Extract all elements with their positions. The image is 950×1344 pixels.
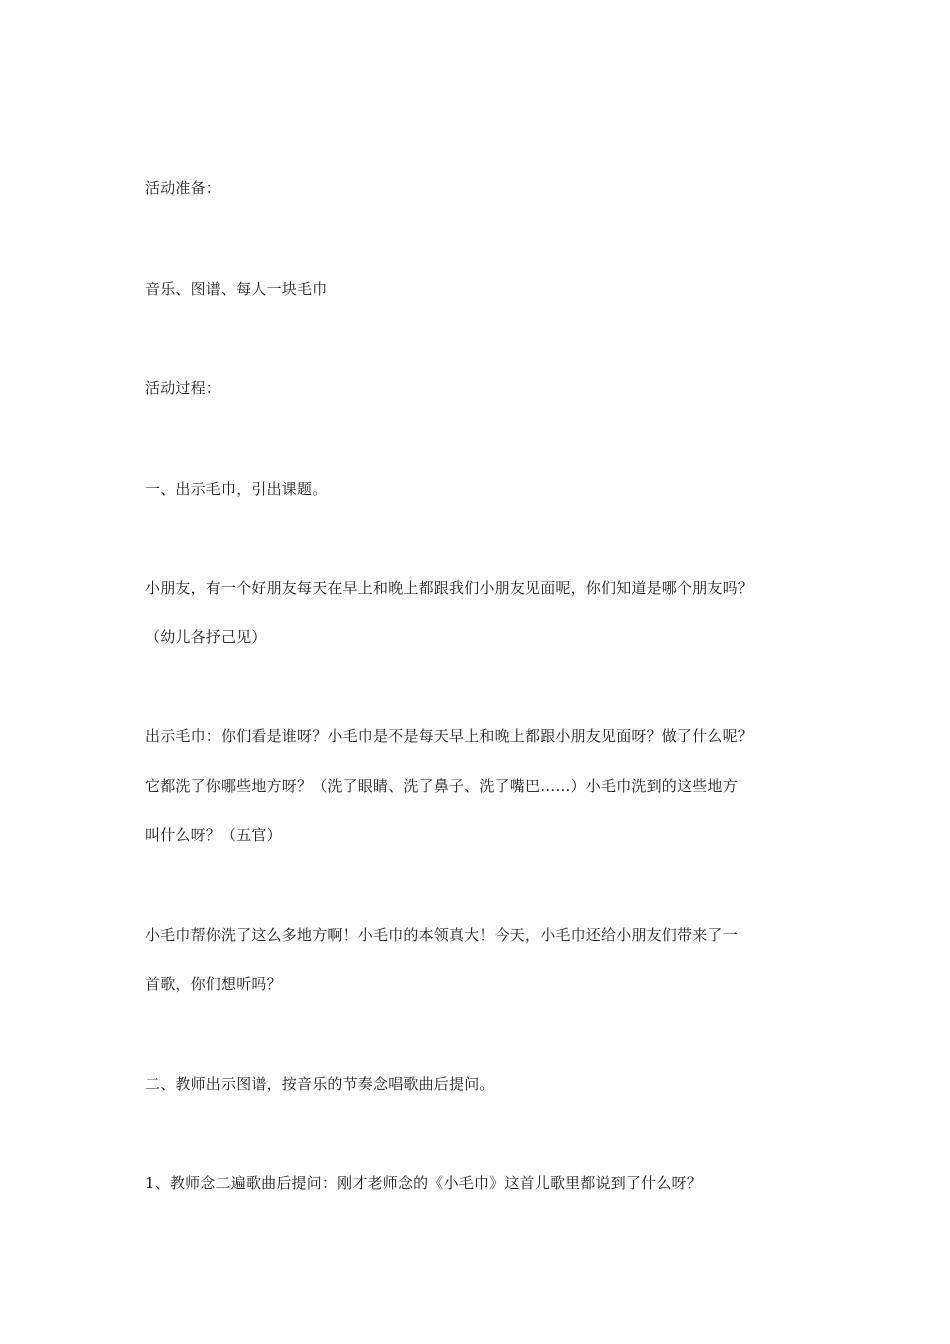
paragraph-line: 小朋友，有一个好朋友每天在早上和晚上都跟我们小朋友见面呢，你们知道是哪个朋友吗？ xyxy=(145,579,754,597)
heading-activity-process: 活动过程： xyxy=(145,379,222,397)
section-two-heading: 二、教师出示图谱，按音乐的节奏念唱歌曲后提问。 xyxy=(145,1075,495,1093)
preparation-materials: 音乐、图谱、每人一块毛巾 xyxy=(145,280,328,298)
paragraph-line: 小毛巾帮你洗了这么多地方啊！小毛巾的本领真大！今天，小毛巾还给小朋友们带来了一 xyxy=(145,926,738,944)
paragraph-line: 它都洗了你哪些地方呀？（洗了眼睛、洗了鼻子、洗了嘴巴……）小毛巾洗到的这些地方 xyxy=(145,777,738,795)
section-one-heading: 一、出示毛巾，引出课题。 xyxy=(145,480,328,498)
paragraph-line: （幼儿各抒己见） xyxy=(145,628,267,646)
heading-activity-preparation: 活动准备： xyxy=(145,179,222,197)
paragraph-line: 1、教师念二遍歌曲后提问：刚才老师念的《小毛巾》这首儿歌里都说到了什么呀？ xyxy=(145,1174,702,1192)
paragraph-line: 叫什么呀？（五官） xyxy=(145,826,282,844)
paragraph-line: 首歌，你们想听吗？ xyxy=(145,975,282,993)
paragraph-line: 出示毛巾：你们看是谁呀？小毛巾是不是每天早上和晚上都跟小朋友见面呀？做了什么呢？ xyxy=(145,727,754,745)
